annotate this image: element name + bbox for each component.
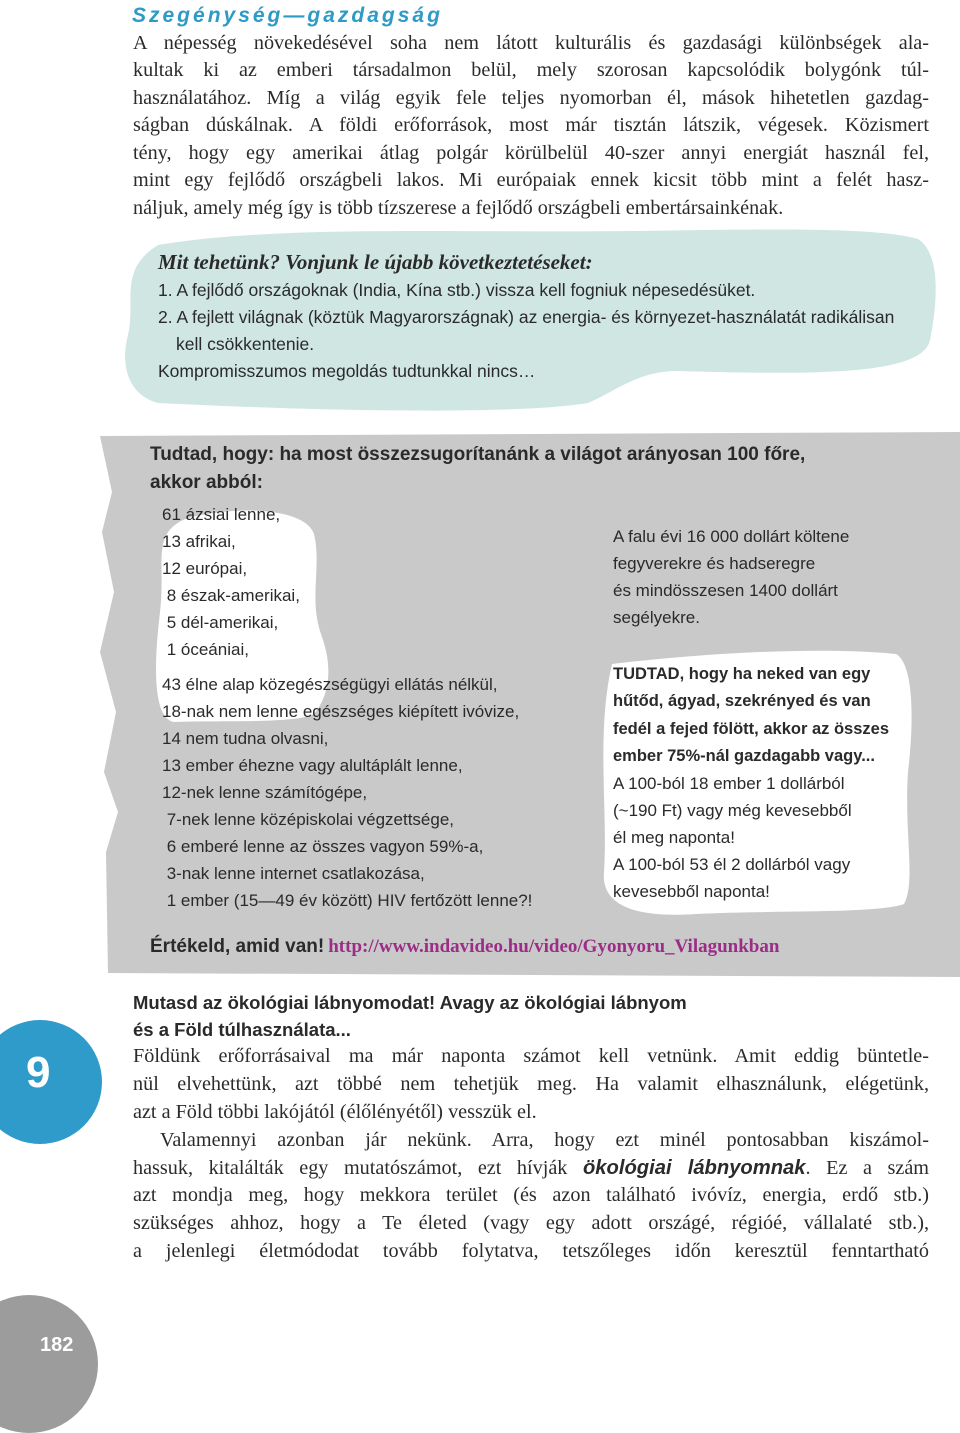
footprint-line: nül elvehettünk, azt többé nem tehetjük meg. Ha valamit elhasználunk, elégetünk,	[133, 1073, 929, 1095]
footprint-line: azt a Föld többi lakójától (élőlényétől) vesszük el.	[133, 1101, 537, 1123]
tudtad-line: (~190 Ft) vagy még kevesebből	[613, 801, 852, 820]
stat-item: 43 élne alap közegészségügyi ellátás nélkül,	[162, 675, 498, 694]
stat-item: 3-nak lenne internet csatlakozása,	[162, 864, 425, 883]
stat-item: 13 ember éhezne vagy alultáplált lenne,	[162, 756, 463, 775]
stat-item: 12-nek lenne számítógépe,	[162, 783, 368, 802]
tudtad-line: él meg naponta!	[613, 828, 735, 847]
footprint-line: szükséges ahhoz, hogy a Te életed (vagy egy adott országé, régióé, vállalaté stb.),	[133, 1212, 929, 1234]
page-marker	[0, 1295, 98, 1433]
stat-item: 14 nem tudna olvasni,	[162, 729, 329, 748]
ertekeld-text: Értékeld, amid van!	[150, 936, 325, 957]
stat-item: 18-nak nem lenne egészséges kiépített ivóvize,	[162, 702, 520, 721]
footprint-line: azt mondja meg, hogy mekkora terület (és azon található ivóvíz, energia, erdő stb.)	[133, 1184, 929, 1206]
tudtad-line: kevesebből naponta!	[613, 882, 770, 901]
video-link[interactable]: http://www.indavideo.hu/video/Gyonyoru_Vilagunkban	[328, 936, 780, 957]
population-item: 61 ázsiai lenne,	[162, 505, 281, 524]
tudtad-bold-line: fedél a fejed fölött, akkor az összes	[613, 720, 890, 738]
teal-closing: Kompromisszumos megoldás tudtunkkal nincs…	[158, 361, 536, 381]
intro-line: tény, hogy egy amerikai átlag polgár körülbelül 40-szer annyi energiát használ fel,	[133, 142, 929, 164]
section-title: Szegénység—gazdagság	[132, 4, 443, 27]
population-item: 1 óceániai,	[162, 640, 249, 659]
tudtad-line: A 100-ból 53 él 2 dollárból vagy	[613, 855, 851, 874]
footprint-line: Valamennyi azonban jár nekünk. Arra, hogy ezt minél pontosabban kiszámol-	[160, 1129, 929, 1151]
population-item: 5 dél-amerikai,	[162, 613, 279, 632]
footprint-line: a jelenlegi életmódodat tovább folytatva, tetszőleges időn keresztül fenntartható	[133, 1240, 929, 1262]
chapter-number: 9	[26, 1048, 51, 1097]
population-item: 13 afrikai,	[162, 532, 236, 551]
ertekeld-line	[150, 936, 779, 958]
stat-item: 6 emberé lenne az összes vagyon 59%-a,	[162, 837, 484, 856]
footprint-text: hassuk, kitalálták egy mutatószámot, ezt hívják	[133, 1157, 583, 1179]
footprint-heading-1: Mutasd az ökológiai lábnyomodat! Avagy az ökológiai lábnyom	[133, 992, 687, 1013]
footprint-heading-2: és a Föld túlhasználata...	[133, 1019, 351, 1040]
stat-item: 1 ember (15—49 év között) HIV fertőzött lenne?!	[162, 891, 533, 910]
village-line: és mindösszesen 1400 dollárt	[613, 581, 838, 600]
population-item: 12 európai,	[162, 559, 248, 578]
tudtad-line: A 100-ból 18 ember 1 dollárból	[613, 774, 845, 793]
tudtad-bold-line: hűtőd, ágyad, szekrényed és van	[613, 692, 871, 710]
chapter-marker	[0, 1020, 102, 1144]
intro-line: használatához. Míg a világ egyik fele teljes nyomorban él, mások hihetetlen gazdag-	[133, 87, 929, 109]
population-item: 8 észak-amerikai,	[162, 586, 300, 605]
tudtad-bold-line: TUDTAD, hogy ha neked van egy	[613, 665, 871, 683]
tudtad-bold-line: ember 75%-nál gazdagabb vagy...	[613, 747, 875, 765]
footprint-line: Földünk erőforrásaival ma már naponta számot kell vetnünk. Amit eddig büntetle-	[133, 1045, 929, 1067]
ecological-footprint-term: ökológiai lábnyomnak	[582, 1157, 806, 1179]
teal-item-2-cont: kell csökkentenie.	[176, 334, 315, 354]
intro-line: ságban dúskálnak. A földi erőforrások, most már tisztán látszik, végesek. Közismert	[133, 114, 929, 136]
village-line: segélyekre.	[613, 608, 700, 627]
page-number: 182	[40, 1334, 74, 1356]
village-line: fegyverekre és hadseregre	[613, 554, 816, 573]
intro-line: mint egy fejlődő országbeli lakos. Mi európaiak ennek kicsit több mint a felét hasz-	[133, 169, 929, 191]
footprint-line	[133, 1155, 929, 1183]
intro-line: A népesség növekedésével soha nem látott kulturális és gazdasági különbségek ala-	[133, 32, 929, 54]
teal-item-2: 2. A fejlett világnak (köztük Magyarországnak) az energia- és környezet-használatát radikálisan	[158, 307, 895, 327]
grey-heading-2: akkor abból:	[150, 472, 263, 493]
intro-line: kultak ki az emberi társadalmon belül, mely szorosan kapcsolódik bolygónk túl-	[133, 59, 929, 81]
stat-item: 7-nek lenne középiskolai végzettsége,	[162, 810, 455, 829]
village-line: A falu évi 16 000 dollárt költene	[613, 527, 850, 546]
teal-heading: Mit tehetünk? Vonjunk le újabb következtetéseket:	[158, 250, 593, 274]
grey-heading-1: Tudtad, hogy: ha most összezsugorítanánk a világot arányosan 100 főre,	[150, 444, 806, 465]
intro-line: náljuk, amely még így is több tízszerese a fejlődő országbeli embertársainkénak.	[133, 197, 784, 219]
teal-item-1: 1. A fejlődő országoknak (India, Kína stb.) vissza kell fogniuk népesedésüket.	[158, 280, 756, 300]
footprint-text: . Ez a szám	[805, 1157, 930, 1179]
